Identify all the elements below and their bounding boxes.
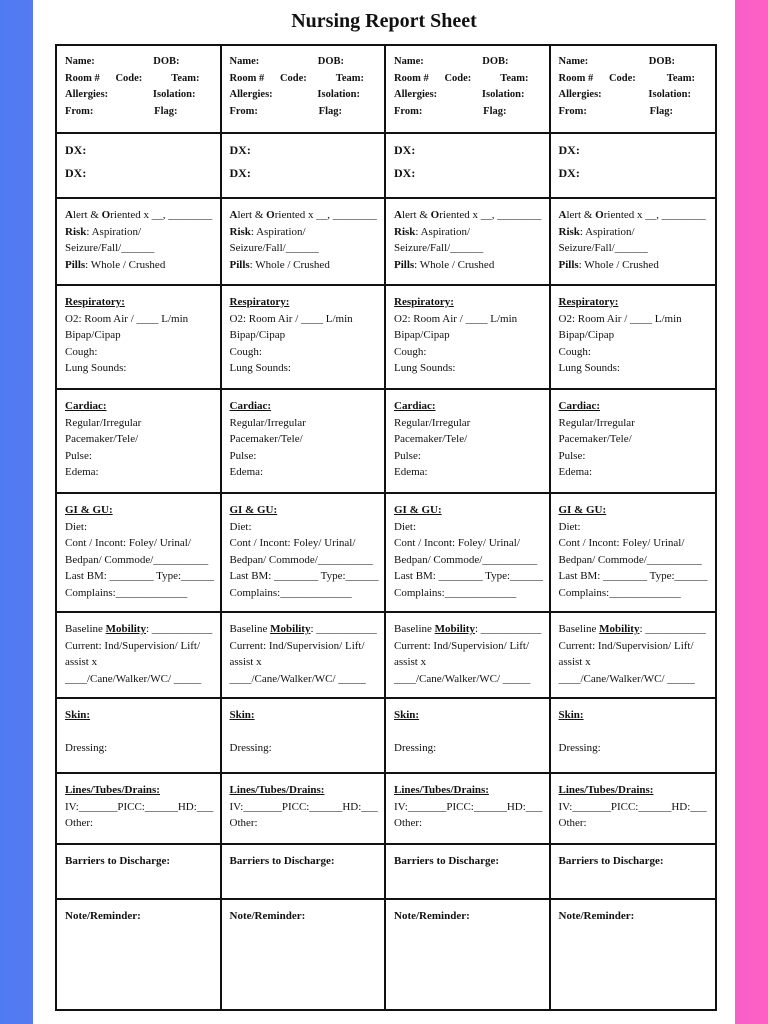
bedpan-line: Bedpan/ Commode/__________ [558, 553, 702, 566]
from-label: From: [229, 105, 258, 117]
dx-line-1: DX: [229, 143, 251, 157]
other-line: Other: [394, 817, 423, 829]
note-cell [57, 900, 222, 1009]
pulse-line: Pulse: [558, 449, 586, 462]
gi-gu-cell [222, 494, 387, 613]
team-label: Team: [171, 72, 200, 84]
dx-cell [551, 134, 716, 199]
continence-line: Cont / Incont: Foley/ Urinal/ [65, 537, 191, 549]
dob-label: DOB: [317, 56, 344, 67]
current-mobility-line: Current: Ind/Supervision/ Lift/ assist x [558, 639, 694, 668]
bipap-line: Bipap/Cipap [394, 329, 450, 341]
from-label: From: [558, 105, 587, 117]
flag-label: Flag: [154, 105, 178, 117]
barriers-cell [386, 845, 551, 900]
neuro-cell [386, 199, 551, 286]
lines-header: Lines/Tubes/Drains: [65, 784, 160, 796]
gi-gu-header: GI & GU: [65, 504, 113, 516]
current-mobility-line: Current: Ind/Supervision/ Lift/ assist x [394, 639, 530, 668]
dx-cell [386, 134, 551, 199]
note-cell [551, 900, 716, 1009]
allergies-label: Allergies: [394, 89, 438, 100]
note-cell [386, 900, 551, 1009]
alert-initial: A [394, 209, 402, 221]
mobility-cell [57, 613, 222, 699]
bedpan-line: Bedpan/ Commode/__________ [65, 553, 209, 566]
name-label: Name: [65, 56, 95, 67]
bipap-line: Bipap/Cipap [558, 329, 615, 341]
baseline-blank: : ___________ [145, 623, 213, 635]
alert-text: lert & [566, 209, 596, 221]
report-sheet [33, 0, 735, 1024]
devices-line: ____/Cane/Walker/WC/ _____ [229, 672, 366, 685]
rhythm-line: Regular/Irregular [65, 416, 142, 429]
oriented-initial: O [101, 209, 111, 221]
respiratory-cell [386, 286, 551, 390]
risk-label: Risk [394, 225, 416, 238]
skin-cell [386, 699, 551, 774]
lines-cell [551, 774, 716, 845]
allergies-label: Allergies: [65, 89, 109, 100]
oriented-text: riented x __, ________ [110, 209, 213, 221]
dx-line-1: DX: [558, 143, 580, 157]
cardiac-header: Cardiac: [229, 400, 272, 412]
lines-cell [57, 774, 222, 845]
devices-line: ____/Cane/Walker/WC/ _____ [558, 672, 695, 685]
patient-info-cell [57, 46, 222, 134]
from-label: From: [65, 105, 94, 117]
dx-line-2: DX: [394, 165, 416, 180]
code-label: Code: [279, 72, 307, 84]
dob-label: DOB: [482, 56, 509, 67]
diet-line: Diet: [558, 520, 581, 533]
seizure-line: Seizure/Fall/______ [229, 242, 319, 254]
o2-line: O2: Room Air / ____ L/min [558, 312, 682, 325]
risk-text: : Aspiration/ [86, 225, 142, 238]
patient-info-cell [222, 46, 387, 134]
bedpan-line: Bedpan/ Commode/__________ [229, 553, 373, 566]
gi-gu-header: GI & GU: [394, 504, 442, 516]
dressing-line: Dressing: [394, 741, 437, 754]
lines-header: Lines/Tubes/Drains: [394, 784, 489, 796]
edema-line: Edema: [65, 466, 99, 478]
lines-cell [386, 774, 551, 845]
room-label: Room # [65, 72, 100, 84]
note-header: Note/Reminder: [229, 910, 306, 922]
team-label: Team: [500, 72, 529, 84]
note-header: Note/Reminder: [558, 910, 635, 922]
oriented-initial: O [595, 209, 604, 221]
baseline-text: Baseline [558, 623, 600, 635]
pacemaker-line: Pacemaker/Tele/ [229, 433, 303, 445]
skin-cell [551, 699, 716, 774]
diet-line: Diet: [229, 520, 252, 533]
pills-text: : Whole / Crushed [85, 258, 166, 271]
risk-text: : Aspiration/ [250, 225, 306, 238]
last-bm-line: Last BM: ________ Type:______ [65, 570, 215, 582]
cough-line: Cough: [558, 345, 591, 358]
code-label: Code: [115, 72, 143, 84]
pills-text: : Whole / Crushed [578, 258, 659, 271]
pacemaker-line: Pacemaker/Tele/ [558, 433, 632, 445]
gi-gu-header: GI & GU: [229, 504, 278, 516]
last-bm-line: Last BM: ________ Type:______ [394, 570, 544, 582]
complains-line: Complains:_____________ [558, 586, 681, 599]
diet-line: Diet: [65, 520, 87, 533]
cardiac-cell [386, 390, 551, 494]
seizure-line: Seizure/Fall/______ [558, 242, 648, 254]
diet-line: Diet: [394, 520, 416, 533]
respiratory-cell [222, 286, 387, 390]
room-label: Room # [394, 72, 429, 84]
risk-text: : Aspiration/ [415, 225, 471, 238]
o2-line: O2: Room Air / ____ L/min [65, 312, 189, 325]
bipap-line: Bipap/Cipap [229, 329, 286, 341]
pills-text: : Whole / Crushed [249, 258, 330, 271]
rhythm-line: Regular/Irregular [558, 416, 635, 429]
skin-cell [222, 699, 387, 774]
allergies-label: Allergies: [229, 89, 273, 100]
dx-line-2: DX: [229, 165, 251, 180]
mobility-label: Mobility [434, 623, 475, 635]
baseline-blank: : ___________ [474, 623, 542, 635]
iv-line: IV:_______PICC:______HD:___ [558, 800, 707, 813]
complains-line: Complains:_____________ [65, 586, 188, 599]
cardiac-header: Cardiac: [394, 400, 436, 412]
baseline-text: Baseline [229, 623, 271, 635]
note-header: Note/Reminder: [394, 910, 470, 922]
gi-gu-cell [386, 494, 551, 613]
lung-sounds-line: Lung Sounds: [65, 362, 127, 374]
dressing-line: Dressing: [229, 741, 272, 754]
edema-line: Edema: [229, 466, 264, 478]
cardiac-header: Cardiac: [65, 400, 107, 412]
gi-gu-cell [57, 494, 222, 613]
mobility-label: Mobility [599, 623, 640, 635]
isolation-label: Isolation: [317, 89, 360, 100]
dx-line-2: DX: [65, 165, 87, 180]
risk-label: Risk [229, 225, 251, 238]
team-label: Team: [335, 72, 364, 84]
oriented-text: riented x __, ________ [439, 209, 542, 221]
seizure-line: Seizure/Fall/______ [394, 242, 484, 254]
risk-label: Risk [65, 225, 87, 238]
cardiac-cell [551, 390, 716, 494]
respiratory-header: Respiratory: [229, 296, 290, 308]
mobility-cell [551, 613, 716, 699]
respiratory-cell [551, 286, 716, 390]
dressing-line: Dressing: [65, 741, 108, 754]
sheet-title: Nursing Report Sheet [291, 10, 477, 32]
cough-line: Cough: [65, 345, 98, 358]
cardiac-header: Cardiac: [558, 400, 601, 412]
alert-initial: A [65, 209, 73, 221]
continence-line: Cont / Incont: Foley/ Urinal/ [558, 537, 685, 549]
lung-sounds-line: Lung Sounds: [229, 362, 291, 374]
pills-label: Pills [394, 258, 415, 271]
barriers-cell [57, 845, 222, 900]
barriers-cell [551, 845, 716, 900]
edema-line: Edema: [558, 466, 593, 478]
code-label: Code: [444, 72, 472, 84]
edema-line: Edema: [394, 466, 428, 478]
iv-line: IV:_______PICC:______HD:___ [229, 800, 378, 813]
current-mobility-line: Current: Ind/Supervision/ Lift/ assist x [65, 639, 201, 668]
lung-sounds-line: Lung Sounds: [394, 362, 456, 374]
last-bm-line: Last BM: ________ Type:______ [558, 570, 708, 582]
skin-cell [57, 699, 222, 774]
pills-text: : Whole / Crushed [414, 258, 495, 271]
iv-line: IV:_______PICC:______HD:___ [65, 800, 214, 813]
continence-line: Cont / Incont: Foley/ Urinal/ [394, 537, 520, 549]
baseline-text: Baseline [65, 623, 106, 635]
cough-line: Cough: [394, 345, 427, 358]
mobility-cell [222, 613, 387, 699]
bedpan-line: Bedpan/ Commode/__________ [394, 553, 538, 566]
last-bm-line: Last BM: ________ Type:______ [229, 570, 379, 582]
pills-label: Pills [65, 258, 86, 271]
patient-grid [55, 44, 717, 1011]
isolation-label: Isolation: [648, 89, 691, 100]
complains-line: Complains:_____________ [394, 586, 517, 599]
pulse-line: Pulse: [65, 449, 92, 462]
from-label: From: [394, 105, 423, 117]
name-label: Name: [229, 56, 260, 67]
dx-line-2: DX: [558, 165, 580, 180]
gi-gu-cell [551, 494, 716, 613]
room-label: Room # [558, 72, 594, 84]
alert-text: lert & [72, 209, 102, 221]
baseline-blank: : ___________ [310, 623, 377, 635]
other-line: Other: [229, 817, 258, 829]
pacemaker-line: Pacemaker/Tele/ [394, 433, 468, 445]
neuro-cell [57, 199, 222, 286]
cardiac-cell [222, 390, 387, 494]
isolation-label: Isolation: [481, 89, 525, 100]
dob-label: DOB: [648, 56, 675, 67]
risk-label: Risk [558, 225, 580, 238]
alert-initial: A [229, 209, 238, 221]
barriers-cell [222, 845, 387, 900]
skin-header: Skin: [558, 709, 584, 721]
team-label: Team: [666, 72, 695, 84]
cough-line: Cough: [229, 345, 262, 358]
barriers-header: Barriers to Discharge: [394, 855, 500, 867]
respiratory-header: Respiratory: [65, 296, 125, 308]
dressing-line: Dressing: [558, 741, 601, 754]
gi-gu-header: GI & GU: [558, 504, 607, 516]
cardiac-cell [57, 390, 222, 494]
patient-info-cell [551, 46, 716, 134]
alert-text: lert & [237, 209, 267, 221]
dob-label: DOB: [153, 56, 180, 67]
devices-line: ____/Cane/Walker/WC/ _____ [394, 672, 531, 685]
rhythm-line: Regular/Irregular [394, 416, 471, 429]
note-cell [222, 900, 387, 1009]
lung-sounds-line: Lung Sounds: [558, 362, 620, 374]
room-label: Room # [229, 72, 265, 84]
lines-header: Lines/Tubes/Drains: [229, 784, 325, 796]
respiratory-header: Respiratory: [558, 296, 619, 308]
barriers-header: Barriers to Discharge: [558, 855, 664, 867]
flag-label: Flag: [649, 105, 673, 117]
rhythm-line: Regular/Irregular [229, 416, 306, 429]
skin-header: Skin: [65, 709, 91, 721]
pulse-line: Pulse: [394, 449, 421, 462]
skin-header: Skin: [229, 709, 255, 721]
mobility-label: Mobility [105, 623, 146, 635]
respiratory-cell [57, 286, 222, 390]
note-header: Note/Reminder: [65, 910, 141, 922]
devices-line: ____/Cane/Walker/WC/ _____ [65, 672, 202, 685]
complains-line: Complains:_____________ [229, 586, 352, 599]
skin-header: Skin: [394, 709, 420, 721]
name-label: Name: [558, 56, 589, 67]
pacemaker-line: Pacemaker/Tele/ [65, 433, 139, 445]
baseline-text: Baseline [394, 623, 435, 635]
continence-line: Cont / Incont: Foley/ Urinal/ [229, 537, 356, 549]
allergies-label: Allergies: [558, 89, 602, 100]
o2-line: O2: Room Air / ____ L/min [229, 312, 353, 325]
lines-cell [222, 774, 387, 845]
code-label: Code: [608, 72, 636, 84]
oriented-text: riented x __, ________ [274, 209, 377, 221]
flag-label: Flag: [483, 105, 507, 117]
flag-label: Flag: [318, 105, 342, 117]
bipap-line: Bipap/Cipap [65, 329, 121, 341]
other-line: Other: [558, 817, 587, 829]
neuro-cell [222, 199, 387, 286]
dx-line-1: DX: [65, 143, 87, 157]
pills-label: Pills [558, 258, 579, 271]
iv-line: IV:_______PICC:______HD:___ [394, 800, 543, 813]
lines-header: Lines/Tubes/Drains: [558, 784, 654, 796]
current-mobility-line: Current: Ind/Supervision/ Lift/ assist x [229, 639, 365, 668]
baseline-blank: : ___________ [639, 623, 706, 635]
dx-cell [57, 134, 222, 199]
patient-info-cell [386, 46, 551, 134]
alert-initial: A [558, 209, 567, 221]
neuro-cell [551, 199, 716, 286]
o2-line: O2: Room Air / ____ L/min [394, 312, 518, 325]
alert-text: lert & [401, 209, 431, 221]
mobility-cell [386, 613, 551, 699]
other-line: Other: [65, 817, 94, 829]
oriented-text: riented x __, ________ [603, 209, 706, 221]
oriented-initial: O [266, 209, 275, 221]
dx-cell [222, 134, 387, 199]
respiratory-header: Respiratory: [394, 296, 454, 308]
barriers-header: Barriers to Discharge: [65, 855, 171, 867]
name-label: Name: [394, 56, 424, 67]
isolation-label: Isolation: [152, 89, 196, 100]
mobility-label: Mobility [270, 623, 311, 635]
barriers-header: Barriers to Discharge: [229, 855, 335, 867]
oriented-initial: O [430, 209, 440, 221]
pills-label: Pills [229, 258, 250, 271]
pulse-line: Pulse: [229, 449, 257, 462]
dx-line-1: DX: [394, 143, 416, 157]
seizure-line: Seizure/Fall/______ [65, 242, 155, 254]
risk-text: : Aspiration/ [579, 225, 635, 238]
